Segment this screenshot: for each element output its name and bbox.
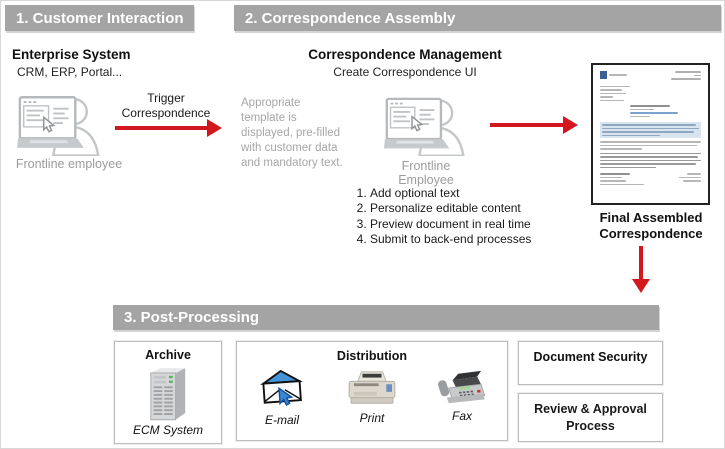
letter-line	[602, 131, 694, 133]
decorative-shape	[164, 402, 173, 404]
decorative-shape	[471, 391, 473, 393]
trigger-correspondence-label: Trigger Correspondence	[121, 91, 211, 120]
decorative-shape	[154, 394, 163, 396]
letter-line	[600, 160, 701, 162]
decorative-shape	[169, 376, 173, 378]
step-item: 2. Personalize editable content	[370, 201, 562, 216]
review-approval-box	[518, 393, 663, 442]
letter-line	[630, 105, 670, 107]
decorative-shape	[27, 119, 44, 121]
letter-line	[675, 71, 701, 73]
decorative-shape	[24, 101, 27, 103]
letter-line	[600, 167, 656, 169]
distribution-channels	[237, 369, 507, 427]
section-title: 1. Customer Interaction	[16, 9, 184, 27]
decorative-shape	[29, 140, 68, 143]
decorative-shape	[164, 405, 173, 407]
decorative-shape	[419, 118, 434, 120]
letter-signature-right	[671, 173, 701, 187]
step-item: 4. Submit to back-end processes	[370, 232, 562, 247]
letter-line	[630, 112, 678, 114]
section-header-post-processing	[113, 305, 659, 330]
decorative-shape	[419, 109, 434, 111]
decorative-shape	[53, 108, 68, 110]
letter-line	[600, 180, 626, 182]
letter-line	[600, 100, 624, 102]
letter-line	[602, 124, 696, 126]
decorative-shape	[362, 374, 381, 378]
decorative-shape	[154, 413, 163, 415]
decorative-shape	[437, 379, 450, 397]
letter-recipient-block	[630, 105, 701, 117]
letter-line	[630, 109, 654, 111]
letter-line	[602, 135, 660, 137]
decorative-shape	[600, 71, 607, 79]
decorative-shape	[459, 392, 461, 394]
decorative-shape	[164, 409, 173, 411]
section-title: 2. Correspondence Assembly	[245, 9, 456, 27]
correspondence-management-title: Correspondence Management	[308, 47, 502, 62]
section-title: 3. Post-Processing	[124, 309, 260, 326]
decorative-shape	[395, 103, 398, 105]
letter-line	[630, 116, 650, 118]
decorative-shape	[154, 409, 163, 411]
frontline-employee-computer-icon-2	[384, 94, 468, 156]
letter-line	[671, 78, 701, 80]
decorative-shape	[393, 120, 410, 122]
decorative-shape	[154, 402, 163, 404]
distribution-title: Distribution	[336, 349, 408, 363]
trigger-arrow	[115, 126, 207, 130]
letter-line	[600, 163, 696, 165]
letter-signature-left	[600, 173, 657, 187]
decorative-shape	[477, 390, 480, 393]
server-icon	[147, 365, 189, 421]
distribution-box	[236, 341, 508, 441]
decorative-shape	[176, 368, 186, 420]
decorative-shape	[28, 101, 31, 103]
channel-email	[242, 369, 322, 427]
decorative-shape	[467, 391, 469, 393]
decorative-shape	[164, 390, 173, 392]
decorative-shape	[53, 117, 68, 119]
letter-notice-paragraph	[600, 153, 701, 169]
review-approval-title: Review & Approval Process	[534, 402, 647, 433]
letter-line	[694, 75, 701, 77]
template-description: Appropriate template is displayed, pre-filled with customer data and mandatory text.	[241, 97, 343, 169]
letter-line	[600, 148, 642, 150]
letter-line	[600, 93, 626, 95]
letter-line	[602, 128, 699, 130]
create-correspondence-ui-subtitle: Create Correspondence UI	[333, 65, 477, 79]
letter-line	[600, 96, 613, 98]
printer-icon	[346, 369, 398, 409]
document-security-title: Document Security	[533, 350, 648, 364]
letter-signature-block	[600, 173, 701, 187]
decorative-shape	[393, 116, 406, 118]
decorative-shape	[154, 390, 163, 392]
decorative-shape	[400, 103, 403, 105]
decorative-shape	[354, 383, 379, 386]
letter-line	[600, 145, 697, 147]
letter-line	[679, 177, 701, 179]
decorative-shape	[154, 381, 166, 384]
email-label: E-mail	[264, 413, 299, 427]
decorative-shape	[154, 386, 163, 388]
letter-line	[600, 177, 622, 179]
fax-label: Fax	[451, 409, 472, 423]
final-assembled-correspondence-caption: Final Assembled Correspondence	[599, 210, 703, 242]
archive-title: Archive	[145, 348, 191, 362]
decorative-shape	[164, 386, 173, 388]
decorative-shape	[151, 373, 176, 420]
decorative-shape	[352, 186, 562, 248]
decorative-shape	[53, 113, 64, 115]
letter-line	[600, 156, 698, 158]
section-header-customer-interaction	[5, 5, 194, 31]
decorative-shape	[164, 398, 173, 400]
decorative-shape	[393, 111, 410, 113]
channel-print	[332, 369, 412, 427]
decorative-shape	[27, 114, 40, 116]
assembly-to-document-arrow	[490, 123, 563, 127]
decorative-shape	[154, 376, 166, 379]
letter-line	[600, 141, 701, 143]
letter-line	[683, 180, 701, 182]
letter-logo	[600, 71, 627, 79]
document-security-box	[518, 341, 663, 385]
decorative-shape	[386, 384, 392, 392]
frontline-employee-computer-icon	[17, 92, 103, 156]
ecm-system-label: ECM System	[132, 423, 203, 437]
enterprise-system-subtitle: CRM, ERP, Portal...	[17, 65, 123, 79]
decorative-shape	[396, 141, 434, 144]
letter-paragraph	[600, 141, 701, 150]
letter-line	[609, 74, 627, 76]
decorative-shape	[354, 392, 377, 396]
decorative-shape	[53, 122, 63, 124]
letter-line	[687, 173, 701, 175]
decorative-shape	[154, 398, 163, 400]
letter-header	[600, 71, 701, 82]
decorative-shape	[27, 110, 44, 112]
letter-header-right	[671, 71, 701, 82]
decorative-shape	[463, 391, 465, 393]
decorative-shape	[154, 405, 163, 407]
decorative-shape	[391, 103, 394, 105]
letter-line	[600, 89, 622, 91]
decorative-shape	[17, 138, 84, 148]
decorative-shape	[351, 398, 393, 404]
decorative-shape	[164, 413, 173, 415]
frontline-employee-label-2: Frontline Employee	[398, 159, 454, 187]
section-header-correspondence-assembly	[234, 5, 721, 31]
assembly-steps-list	[352, 186, 562, 248]
archive-box	[114, 341, 222, 444]
letter-line	[600, 86, 630, 88]
decorative-shape	[419, 114, 430, 116]
fax-icon	[437, 369, 487, 407]
decorative-shape	[169, 381, 173, 383]
document-to-postprocessing-arrow	[639, 246, 643, 279]
frontline-employee-label: Frontline employee	[15, 157, 123, 171]
laptop-person-icon	[17, 92, 103, 156]
email-icon	[259, 368, 306, 413]
letter-line	[600, 184, 644, 186]
letter-highlighted-paragraph	[600, 122, 701, 138]
decorative-shape	[33, 101, 36, 103]
letter-document	[591, 63, 710, 205]
channel-fax	[422, 369, 502, 427]
print-label: Print	[359, 411, 385, 425]
letter-line	[600, 173, 630, 175]
decorative-shape	[164, 394, 173, 396]
laptop-person-icon	[384, 94, 468, 156]
enterprise-system-title: Enterprise System	[12, 47, 131, 62]
step-item: 1. Add optional text	[370, 186, 562, 201]
letter-address-block	[600, 86, 701, 102]
step-item: 3. Preview document in real time	[370, 217, 562, 232]
letter-line	[600, 153, 701, 155]
